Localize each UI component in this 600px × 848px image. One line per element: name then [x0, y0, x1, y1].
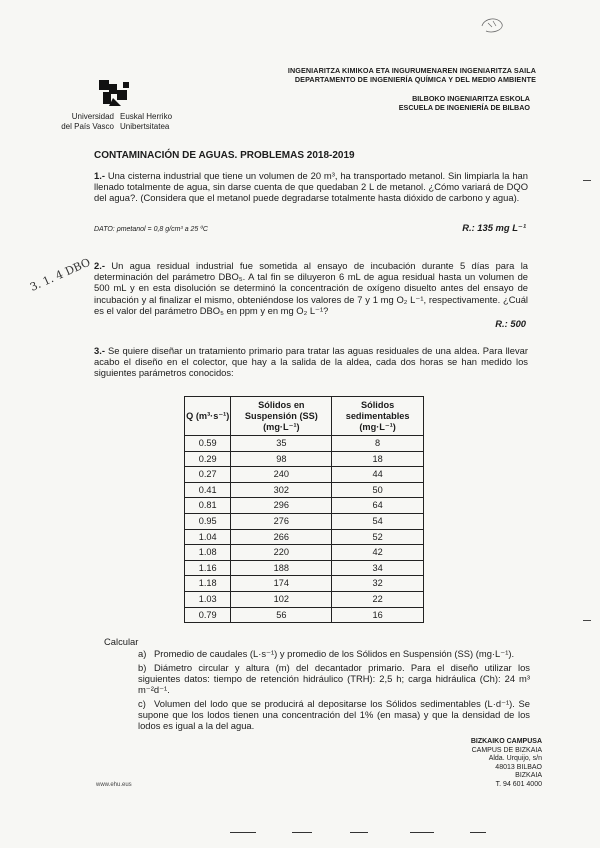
problem-text: Se quiere diseñar un tratamiento primario para tratar las aguas residuales de una aldea. Para llevar acabo el diseño en el colector, que hay a la salida de la aldea, cada dos horas se han medido los siguientes parámetros conocidos:	[94, 345, 528, 379]
cell-flow: 0.81	[185, 498, 231, 514]
cell-suspended-solids: 296	[231, 498, 332, 514]
cell-settleable-solids: 52	[332, 529, 424, 545]
table-row	[185, 607, 424, 623]
item-mark: c)	[138, 698, 146, 709]
campus-stamp	[446, 738, 542, 790]
cell-suspended-solids: 220	[231, 545, 332, 561]
cell-suspended-solids: 240	[231, 467, 332, 483]
problem-2	[94, 260, 528, 316]
scan-tick	[583, 180, 591, 181]
cell-flow: 1.16	[185, 560, 231, 576]
calc-item-b	[138, 662, 530, 696]
department-line: INGENIARITZA KIMIKOA ETA INGURUMENAREN INGENIARITZA SAILA	[287, 66, 536, 75]
cell-suspended-solids: 56	[231, 607, 332, 623]
scan-dash	[410, 832, 434, 833]
calc-label: Calcular	[104, 636, 139, 647]
header-flow: Q (m³·s⁻¹)	[185, 397, 231, 436]
cell-suspended-solids: 302	[231, 482, 332, 498]
table-body	[185, 436, 424, 623]
table-row	[185, 591, 424, 607]
stamp-line: BIZKAIA	[515, 772, 542, 780]
cell-suspended-solids: 102	[231, 591, 332, 607]
item-mark: a)	[138, 648, 147, 659]
cell-flow: 1.08	[185, 545, 231, 561]
school-line: BILBOKO INGENIARITZA ESKOLA	[412, 94, 530, 103]
department-line: DEPARTAMENTO DE INGENIERÍA QUÍMICA Y DEL MEDIO AMBIENTE	[294, 75, 536, 84]
table-row	[185, 576, 424, 592]
scan-tick	[583, 620, 591, 621]
table-row	[185, 529, 424, 545]
cell-flow: 0.29	[185, 451, 231, 467]
margin-handwritten-note: 3. 1. 4 DBO	[28, 255, 93, 294]
cell-settleable-solids: 8	[332, 436, 424, 452]
problem-1-answer: R.: 135 mg L⁻¹	[462, 222, 526, 233]
item-mark: b)	[138, 662, 147, 673]
item-text: Volumen del lodo que se producirá al depositarse los Sólidos sedimentables (L·d⁻¹). Se supone que los lodos tienen una concentración del 1% (en masa) y que la densidad de los lodos es igual a la del agua.	[138, 698, 530, 732]
cell-suspended-solids: 174	[231, 576, 332, 592]
stamp-line: BIZKAIKO CAMPUSA	[470, 738, 542, 745]
calc-item-a	[138, 648, 530, 659]
university-right-line: Unibertsitatea	[120, 122, 170, 131]
table-row	[185, 513, 424, 529]
item-text: Promedio de caudales (L·s⁻¹) y promedio de los Sólidos en Suspensión (SS) (mg·L⁻¹).	[154, 648, 515, 659]
cell-suspended-solids: 98	[231, 451, 332, 467]
footer-website: www.ehu.eus	[96, 782, 132, 788]
university-logo-icon	[95, 78, 135, 108]
problem-text: Una cisterna industrial que tiene un volumen de 20 m³, ha transportado metanol. Sin limpiarla la han llenado totalmente de agua, sin darse cuenta de que quedaban 2 L de metanol. ¿Cómo variará de DQO del agua?. (Considera que el metanol puede degradarse totalmente hasta dióxido de carbono y agua).	[94, 170, 528, 204]
problem-3	[94, 345, 528, 379]
cell-settleable-solids: 44	[332, 467, 424, 483]
school-header	[380, 94, 530, 112]
problem-2-answer: R.: 500	[495, 318, 526, 329]
item-text: Diámetro circular y altura (m) del decantador primario. Para el diseño utilizar los siguientes datos: tiempo de retención hidráulico (TRH): 2,5 h; carga hidráulica (Ch): 24 m³ m⁻²d⁻¹.	[138, 662, 530, 696]
university-left-line: del País Vasco	[61, 122, 114, 131]
solids-table	[184, 396, 424, 623]
problem-number: 1.-	[94, 170, 105, 181]
cell-settleable-solids: 54	[332, 513, 424, 529]
cell-flow: 1.18	[185, 576, 231, 592]
scan-dash	[230, 832, 256, 833]
cell-flow: 0.41	[185, 482, 231, 498]
cell-flow: 0.79	[185, 607, 231, 623]
cell-suspended-solids: 266	[231, 529, 332, 545]
stamp-line: 48013 BILBAO	[495, 763, 542, 771]
cell-settleable-solids: 50	[332, 482, 424, 498]
stamp-line: Alda. Urquijo, s/n	[488, 755, 542, 763]
table-row	[185, 467, 424, 483]
cell-flow: 0.59	[185, 436, 231, 452]
problem-number: 3.-	[94, 345, 105, 356]
table-row	[185, 545, 424, 561]
cell-flow: 1.04	[185, 529, 231, 545]
calc-item-c	[138, 698, 530, 732]
problem-number: 2.-	[94, 260, 105, 271]
corner-scribble	[478, 14, 506, 36]
department-header	[280, 66, 536, 84]
cell-settleable-solids: 16	[332, 607, 424, 623]
cell-settleable-solids: 64	[332, 498, 424, 514]
stamp-line: CAMPUS DE BIZKAIA	[471, 746, 542, 754]
cell-flow: 0.95	[185, 513, 231, 529]
cell-suspended-solids: 276	[231, 513, 332, 529]
table-row	[185, 436, 424, 452]
university-left-line: Universidad	[71, 112, 114, 121]
problem-text: Un agua residual industrial fue sometida al ensayo de incubación durante 5 días para la determinación del parámetro DBO₅. A tal fin se diluyeron 6 mL de agua residual hasta un volumen de 500 mL y en esta disolución se determinó la concentración de oxígeno disuelto antes del ensayo de incubación y al finalizar el mismo, obteniéndose los valores de 7 y 1 mg O₂ L⁻¹, respectivamente. ¿Cuál es el valor del parámetro DBO₅ en ppm y en mg O₂ L⁻¹?	[94, 260, 528, 316]
cell-settleable-solids: 42	[332, 545, 424, 561]
school-line: ESCUELA DE INGENIERÍA DE BILBAO	[398, 103, 530, 112]
table-row	[185, 482, 424, 498]
problem-1-data-note: DATO: ρmetanol = 0,8 g/cm³ a 25 ºC	[94, 226, 208, 233]
university-name-eu	[120, 112, 182, 132]
stamp-line: T. 94 601 4000	[495, 780, 542, 788]
cell-settleable-solids: 22	[332, 591, 424, 607]
header-suspended-solids: Sólidos en Suspensión (SS) (mg·L⁻¹)	[231, 397, 332, 436]
university-right-line: Euskal Herriko	[120, 112, 173, 121]
cell-suspended-solids: 35	[231, 436, 332, 452]
cell-flow: 0.27	[185, 467, 231, 483]
table-header-row	[185, 397, 424, 436]
scan-dash	[292, 832, 312, 833]
document-title: CONTAMINACIÓN DE AGUAS. PROBLEMAS 2018-2019	[94, 150, 355, 161]
cell-flow: 1.03	[185, 591, 231, 607]
cell-settleable-solids: 34	[332, 560, 424, 576]
university-name-es	[52, 112, 114, 132]
cell-suspended-solids: 188	[231, 560, 332, 576]
scan-dash	[470, 832, 486, 833]
scan-dash	[350, 832, 368, 833]
table-row	[185, 451, 424, 467]
header-settleable-solids: Sólidos sedimentables (mg·L⁻¹)	[332, 397, 424, 436]
cell-settleable-solids: 18	[332, 451, 424, 467]
table-row	[185, 560, 424, 576]
cell-settleable-solids: 32	[332, 576, 424, 592]
problem-1	[94, 170, 528, 204]
table-row	[185, 498, 424, 514]
